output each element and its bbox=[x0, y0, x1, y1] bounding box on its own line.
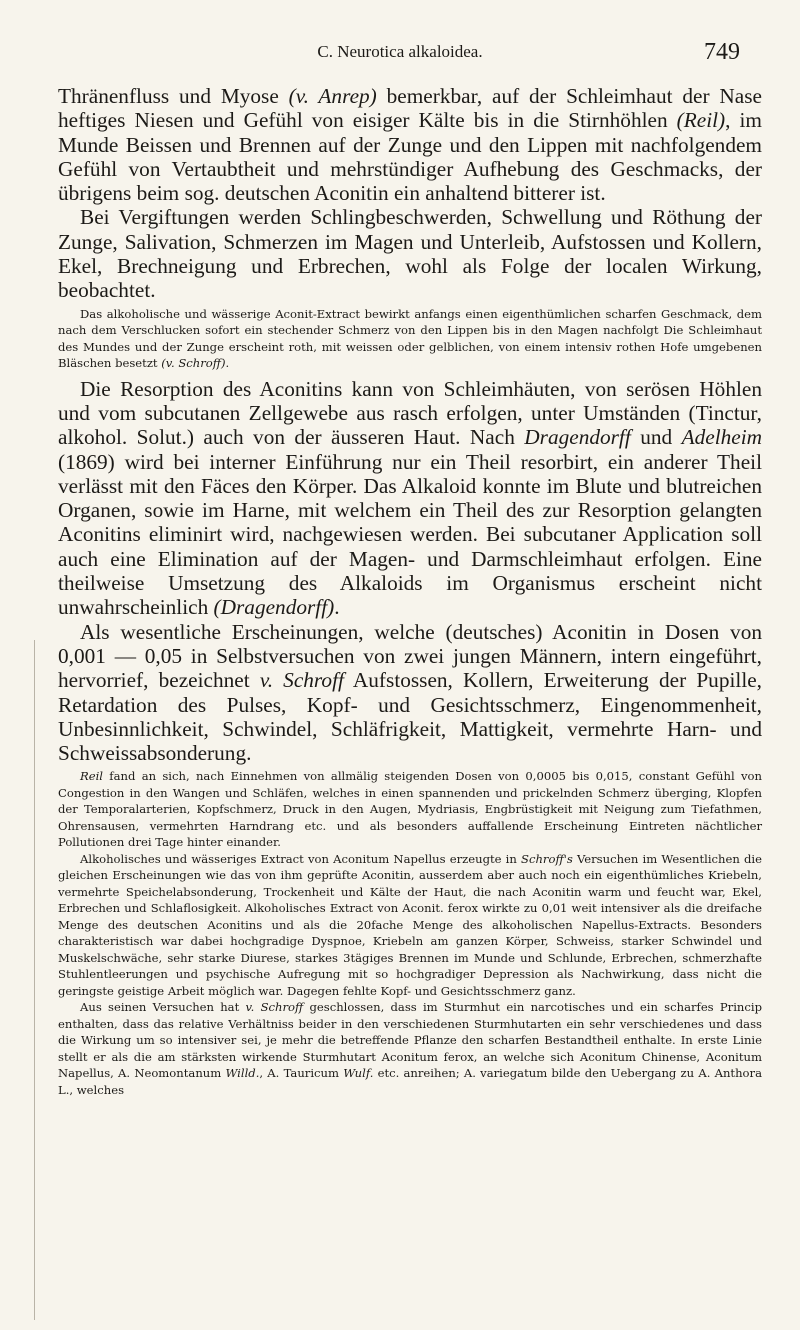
note-sturmhut bbox=[58, 999, 762, 1098]
citation-schroff: v. Schroff bbox=[259, 668, 344, 693]
citation-schroff: Schroff's bbox=[521, 851, 573, 866]
citation-willd: Willd. bbox=[225, 1066, 260, 1081]
citation-wulf: Wulf. bbox=[343, 1066, 374, 1081]
running-title: C. Neurotica alkaloidea. bbox=[317, 42, 483, 61]
text-run: Die Resorption des Aconitins kann von Schleimhäuten, von serösen Höhlen und vom subcutanen Zellgewebe aus rasch erfolgen, unter Umständen (Tinctur, alkohol. Solut.) auch von der äusseren Haut. Nach bbox=[58, 376, 762, 450]
text-run: (1869) wird bei interner Einführung nur ein Theil resorbirt, ein anderer Theil verlässt mit den Fäces den Körper. Das Alkaloid konnte im Blute und blutreichen Organen, sowie im Harne, mit welchem ein Theil des zur Resorption gelangten Aconitins eliminirt wird, nachgewiesen werden. Bei subcutaner Application soll auch eine Elimination auf der Magen- und Darmschleimhaut erfolgen. Eine theilweise Umsetzung des Alkaloids im Organismus erscheint nicht unwahrscheinlich bbox=[58, 449, 762, 620]
margin-scan-line bbox=[34, 640, 35, 1320]
text-run: . bbox=[225, 356, 230, 371]
citation-adelheim: Adelheim bbox=[681, 425, 763, 450]
citation-reil: (Reil) bbox=[676, 108, 726, 133]
text-run: bemerkbar, auf der Schleimhaut der Nase heftiges Niesen und Gefühl von eisiger Kälte bis in die Stirnhöhlen bbox=[58, 84, 763, 133]
citation-schroff: v. Schroff bbox=[245, 1000, 304, 1015]
text-run: Das alkoholische und wässerige Aconit-Extract bewirkt anfangs einen eigenthümlichen scharfen Geschmack, dem nach dem Verschlucken sofort ein stechender Schmerz von den Lippen bis in den Magen nachfolgt Die Schleimhaut des Mundes und der Zunge erscheint roth, mit weissen oder gelblichen, von einem intensiv rothen Hofe umgebenen Bläschen besetzt bbox=[58, 306, 762, 371]
page-number: 749 bbox=[704, 39, 740, 65]
text-run: Aufstossen, Kollern, Erweiterung der Pupille, Retardation des Pulses, Kopf- und Gesichtsschmerz, Eingenommenheit, Unbesinnlichkeit, Schwindel, Schläfrigkeit, Mattigkeit, vermehrte Harn- und Schweissabsonderung. bbox=[58, 668, 763, 766]
text-run: Versuchen im Wesentlichen die gleichen Erscheinungen wie das von ihm geprüfte Aconitin, ausserdem aber auch noch ein eigenthümliches Kriebeln, vermehrte Speichelabsonderung, Trockenheit und Kälte der Haut, die nach Aconitin warm und feucht war, Ekel, Erbrechen und Schlaflosigkeit. Alkoholisches Extract von Aconit. ferox wirkte zu 0,01 weit intensiver als die dreifache Menge des deutschen Aconitins und als die 20fache Menge des alkoholischen Napellus-Extracts. Besonders charakteristisch war dabei hochgradige Dyspnoe, Kriebeln am ganzen Körper, Schweiss, starker Schwindel und Muskelschwäche, sehr starke Diurese, starkes 3tägiges Brennen im Munde und Schlunde, Erbrechen, schmerzhafte Stuhlentleerungen und psychische Aufregung mit so hochgradiger Depression als Nachwirkung, dass nicht die geringste geistige Arbeit möglich war. Dagegen fehlte Kopf- und Gesichtsschmerz ganz. bbox=[58, 851, 762, 998]
citation-anrep: (v. Anrep) bbox=[288, 84, 377, 108]
note-aconit-extract bbox=[58, 306, 762, 372]
citation-schroff: (v. Schroff) bbox=[161, 356, 226, 371]
text-run: und bbox=[630, 425, 682, 450]
paragraph-tears-myosis bbox=[58, 84, 762, 205]
text-run: , im Munde Beissen und Brennen auf der Zunge und den Lippen mit nachfolgendem Gefühl von Vertaubtheit und mehrstündiger Aufhebung des Geschmacks, der übrigens beim sog. deutschen Aconitin ein anhaltend bitterer ist. bbox=[58, 108, 762, 206]
body-text bbox=[58, 84, 762, 1098]
text-run: Thränenfluss und Myose bbox=[58, 84, 289, 108]
paragraph-symptoms bbox=[58, 620, 762, 766]
paragraph-poisoning: Bei Vergiftungen werden Schlingbeschwerden, Schwellung und Röthung der Zunge, Salivation, Schmerzen im Magen und Unterleib, Aufstossen und Kollern, Ekel, Brechneigung und Erbrechen, wohl als Folge der localen Wirkung, beobachtet. bbox=[58, 205, 762, 303]
text-run: . bbox=[334, 595, 340, 620]
text-run: , A. Tauricum bbox=[259, 1066, 344, 1081]
text-run: fand an sich, nach Einnehmen von allmälig steigenden Dosen von 0,0005 bis 0,015, constant Gefühl von Congestion in den Wangen und Schläfen, welches in einen spannenden und prickelnden Schmerz überging, Klopfen der Temporalarterien, Kopfschmerz, Druck in den Augen, Mydriasis, Engbrüstigkeit mit Neigung zum Tiefathmen, Ohrensausen, vermehrten Harndrang etc. und als besonders auffallende Erscheinung Eintreten nächtlicher Pollutionen drei Tage hinter einander. bbox=[58, 769, 762, 850]
citation-reil: Reil bbox=[80, 769, 104, 784]
citation-dragendorff: (Dragendorff) bbox=[213, 595, 335, 620]
page-header bbox=[40, 39, 760, 70]
citation-dragendorff: Dragendorff bbox=[524, 425, 631, 450]
text-run: Alkoholisches und wässeriges Extract von Aconitum Napellus erzeugte in bbox=[80, 851, 522, 866]
paragraph-resorption bbox=[58, 377, 762, 620]
text-run: geschlossen, dass im Sturmhut ein narcotisches und ein scharfes Princip enthalten, dass das relative Verhältniss beider in den verschiedenen Sturmhutarten ein sehr verschiedenes und dass die Wirkung um so intensiver sei, je mehr die betreffende Pflanze den scharfen Bestandtheil enthalte. In erste Linie stellt er als die am stärksten wirkende Sturmhutart Aconitum ferox, an welche sich Aconitum Chinense, Aconitum Napellus, A. Neomontanum bbox=[58, 1000, 762, 1081]
note-reil bbox=[58, 768, 762, 851]
text-run: Als wesentliche Erscheinungen, welche (deutsches) Aconitin in Dosen von 0,001 — 0,05 in Selbstversuchen von zwei jungen Männern, intern eingeführt, hervorrief, bezeichnet bbox=[58, 619, 762, 693]
text-run: etc. anreihen; A. variegatum bilde den Uebergang zu A. Anthora L., welches bbox=[58, 1066, 762, 1097]
text-run: Aus seinen Versuchen hat bbox=[80, 1000, 246, 1015]
note-extract-napellus bbox=[58, 851, 762, 1000]
